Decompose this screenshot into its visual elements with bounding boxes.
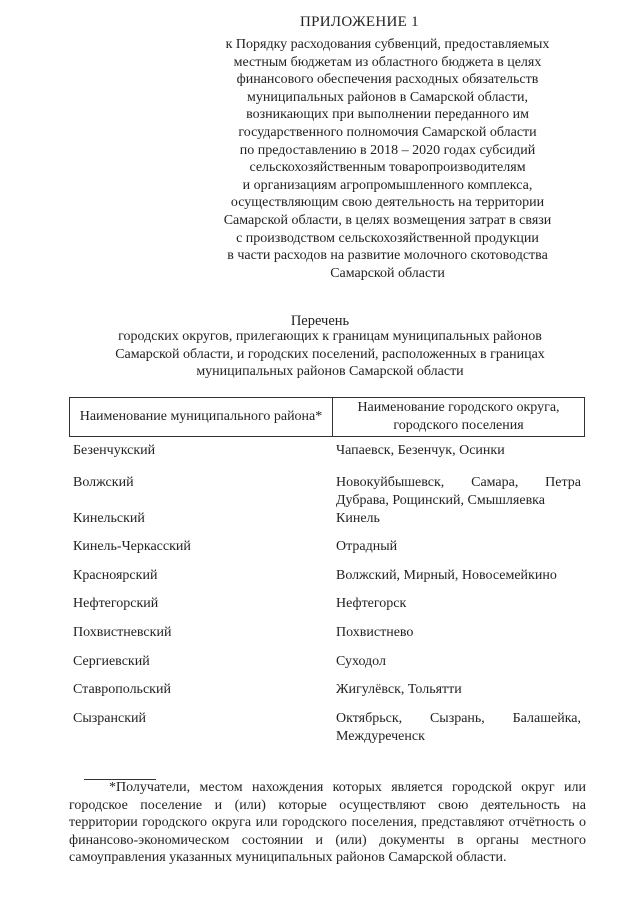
settlement-cell: Нефтегорск — [336, 596, 407, 611]
appendix-line: с производством сельскохозяйственной продукции — [236, 230, 539, 246]
list-subtitle-line: муниципальных районов Самарской области — [196, 364, 464, 379]
settlement-cell: Октябрьск, Сызрань, Балашейка, Междуреченск — [336, 711, 581, 744]
appendix-line: муниципальных районов в Самарской области, — [247, 89, 528, 105]
district-cell: Сергиевский — [73, 654, 150, 669]
appendix-line: по предоставлению в 2018 – 2020 годах субсидий — [239, 142, 536, 158]
list-title: Перечень — [290, 313, 350, 329]
list-subtitle-line: Самарской области, и городских поселений, расположенных в границах — [115, 346, 545, 362]
settlement-cell: Суходол — [336, 654, 386, 669]
appendix-line: Самарской области — [330, 265, 445, 281]
table-header — [69, 397, 585, 437]
appendix-line: Самарской области, в целях возмещения затрат в связи — [223, 212, 552, 228]
appendix-line: финансового обеспечения расходных обязательств — [236, 72, 539, 88]
district-cell: Нефтегорский — [73, 596, 159, 611]
district-cell: Кинельский — [73, 511, 145, 526]
district-cell: Безенчукский — [73, 443, 156, 458]
district-cell: Кинель-Черкасский — [73, 539, 191, 554]
settlement-cell: Похвистнево — [336, 625, 414, 640]
district-cell: Волжский — [73, 475, 134, 490]
settlement-cell: Волжский, Мирный, Новосемейкино — [336, 568, 557, 583]
settlement-cell: Чапаевск, Безенчук, Осинки — [336, 443, 505, 458]
settlement-cell: Жигулёвск, Тольятти — [336, 682, 462, 697]
appendix-line: осуществляющим свою деятельность на территории — [230, 195, 545, 211]
appendix-line: возникающих при выполнении переданного им — [246, 107, 529, 123]
footnote: *Получатели, местом нахождения которых является городской округ или городское поселение и (или) которые осуществляют свою деятельность на территории городского округа или городского поселения, представляют отчётность о финансово-экономическом состоянии и (или) документы в органы местного самоуправления указанных муниципальных районов Самарской области. — [69, 780, 586, 866]
appendix-reference — [190, 36, 585, 282]
settlement-cell: Новокуйбышевск, Самара, Петра Дубрава, Рощинский, Смышляевка — [336, 475, 581, 508]
list-subtitle-line: городских округов, прилегающих к границам муниципальных районов — [118, 329, 542, 344]
appendix-line: в части расходов на развитие молочного скотоводства — [227, 248, 548, 264]
appendix-line: местным бюджетам из областного бюджета в целях — [233, 54, 542, 70]
district-cell: Красноярский — [73, 568, 158, 583]
appendix-line: сельскохозяйственным товаропроизводителям — [249, 160, 526, 176]
appendix-line: и организациям агропромышленного комплекса, — [242, 177, 533, 193]
header-district: Наименование муниципального района* — [70, 398, 333, 436]
table-body — [73, 442, 585, 752]
list-subtitle — [60, 328, 600, 381]
header-settlement: Наименование городского округа, городского поселения — [357, 400, 560, 433]
settlement-cell: Кинель — [336, 511, 380, 526]
settlement-cell: Отрадный — [336, 539, 398, 554]
appendix-line: государственного полномочия Самарской области — [238, 124, 537, 140]
appendix-title: ПРИЛОЖЕНИЕ 1 — [300, 14, 419, 30]
district-cell: Похвистневский — [73, 625, 172, 640]
district-cell: Сызранский — [73, 711, 146, 726]
appendix-line: к Порядку расходования субвенций, предоставляемых — [225, 37, 550, 52]
district-cell: Ставропольский — [73, 682, 171, 697]
